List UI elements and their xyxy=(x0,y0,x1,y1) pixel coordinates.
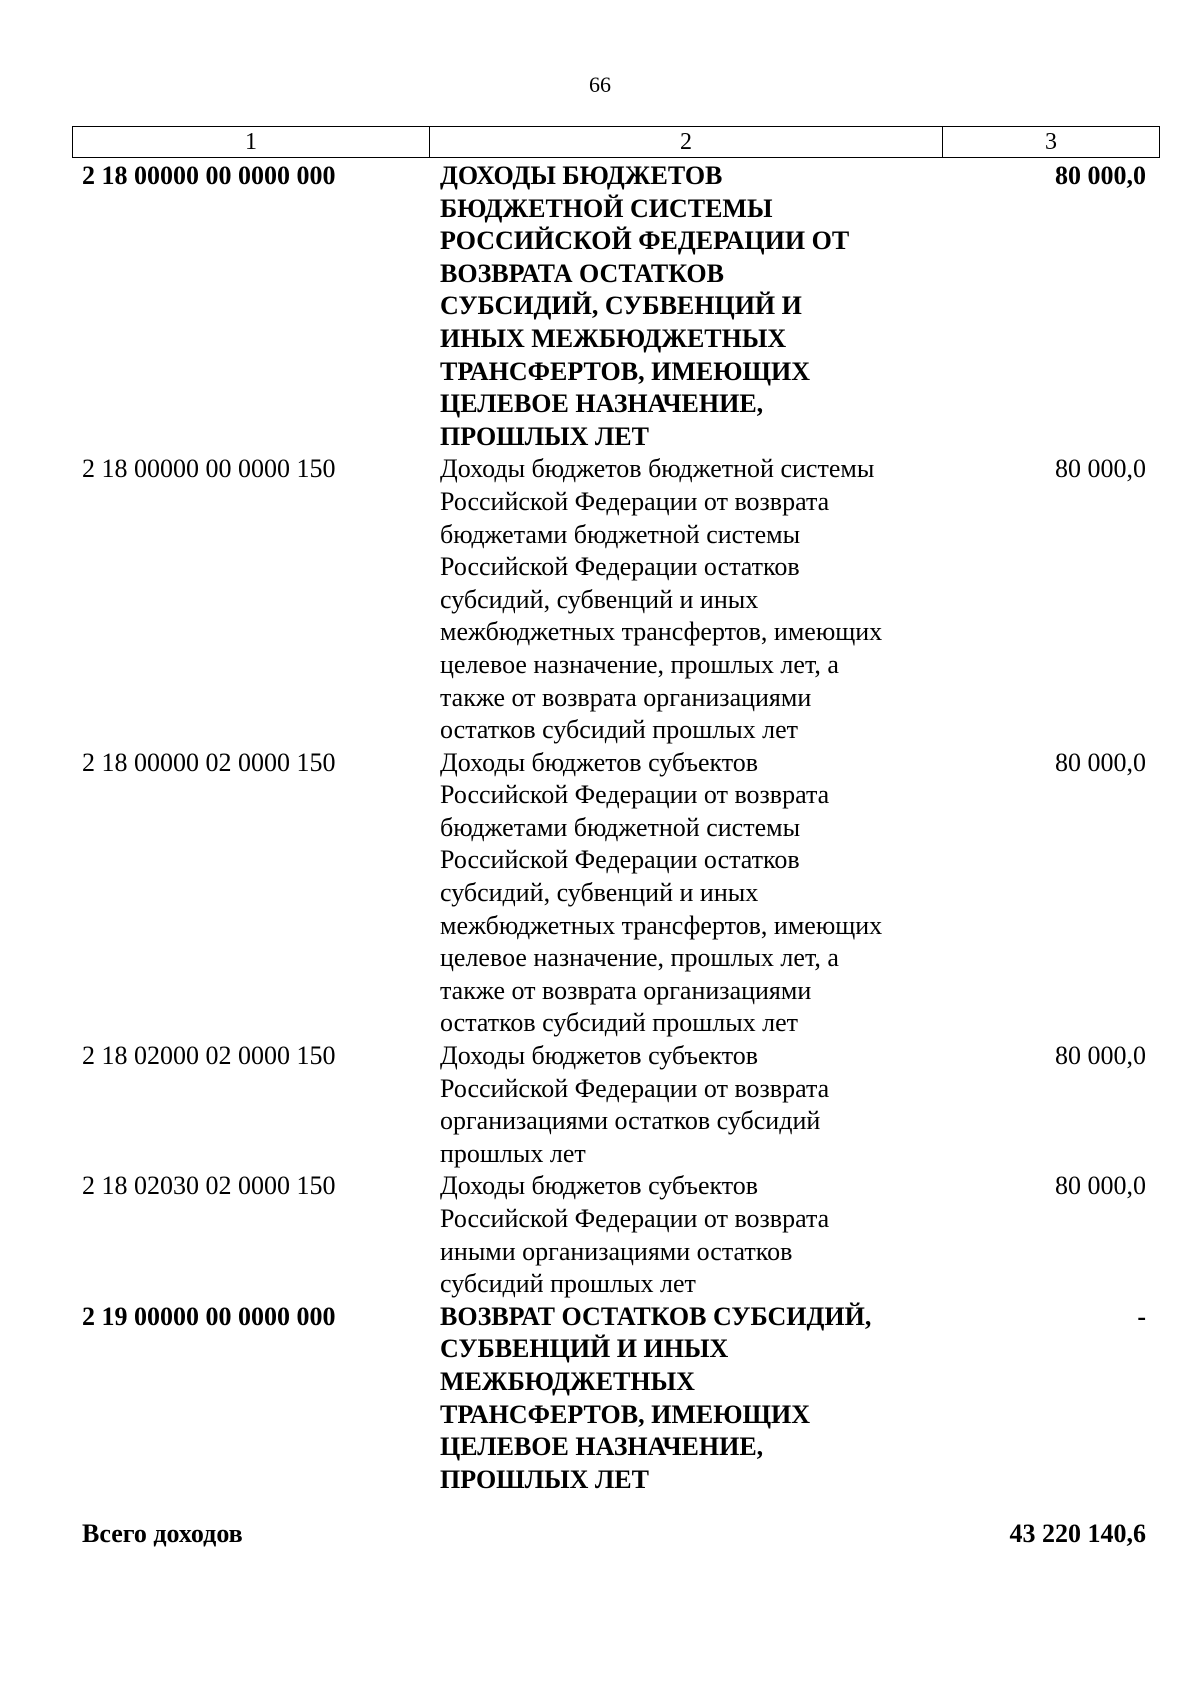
row-name-line: субсидий, субвенций и иных xyxy=(440,584,759,614)
header-col-name: 2 xyxy=(430,127,943,158)
row-name-line: целевое назначение, прошлых лет, а xyxy=(440,943,839,973)
table-row xyxy=(72,453,1156,746)
row-name-line: целевое назначение, прошлых лет, а xyxy=(440,649,839,679)
row-name-line: бюджетами бюджетной системы xyxy=(440,812,801,842)
row-name-line: ТРАНСФЕРТОВ, ИМЕЮЩИХ xyxy=(440,1399,811,1429)
row-sum: 80 000,0 xyxy=(1055,161,1146,190)
row-name-line: Российской Федерации от возврата xyxy=(440,780,830,810)
row-name-line: РОССИЙСКОЙ ФЕДЕРАЦИИ ОТ xyxy=(440,226,850,256)
row-name-line: также от возврата организациями xyxy=(440,975,812,1005)
row-name-line: Российской Федерации остатков xyxy=(440,552,800,582)
table-row xyxy=(72,160,1156,453)
table-row xyxy=(72,1040,1156,1170)
row-name-line: Доходы бюджетов субъектов xyxy=(440,1171,759,1201)
header-col-sum: 3 xyxy=(943,127,1160,158)
row-name-line: субсидий, субвенций и иных xyxy=(440,878,759,908)
row-name-line: ДОХОДЫ БЮДЖЕТОВ xyxy=(440,161,723,190)
table-row xyxy=(72,1301,1156,1497)
row-code: 2 18 00000 02 0000 150 xyxy=(82,747,336,777)
row-name-line: ЦЕЛЕВОЕ НАЗНАЧЕНИЕ, xyxy=(440,1432,764,1462)
total-value: 43 220 140,6 xyxy=(1009,1519,1146,1548)
row-name-line: иными организациями остатков xyxy=(440,1236,793,1266)
row-name-line: ПРОШЛЫХ ЛЕТ xyxy=(440,1464,649,1494)
row-sum: 80 000,0 xyxy=(1055,1041,1146,1071)
header-col-code: 1 xyxy=(73,127,430,158)
row-name-line: СУБСИДИЙ, СУБВЕНЦИЙ И xyxy=(440,291,802,321)
row-name-line: организациями остатков субсидий xyxy=(440,1106,821,1136)
table-body xyxy=(72,160,1156,1496)
row-name-line: остатков субсидий прошлых лет xyxy=(440,1008,799,1038)
row-name-line: ВОЗВРАТА ОСТАТКОВ xyxy=(440,258,724,288)
row-name-line: межбюджетных трансфертов, имеющих xyxy=(440,617,883,647)
row-name-line: бюджетами бюджетной системы xyxy=(440,519,801,549)
row-name xyxy=(428,1301,940,1497)
row-name-line: ИНЫХ МЕЖБЮДЖЕТНЫХ xyxy=(440,323,787,353)
page-number: 66 xyxy=(589,72,611,97)
row-name-line: субсидий прошлых лет xyxy=(440,1269,696,1299)
row-code: 2 18 00000 00 0000 150 xyxy=(82,454,336,484)
row-name-line: Российской Федерации от возврата xyxy=(440,1073,830,1103)
row-sum: 80 000,0 xyxy=(1055,454,1146,484)
row-name-line: ТРАНСФЕРТОВ, ИМЕЮЩИХ xyxy=(440,356,811,386)
row-name-line: БЮДЖЕТНОЙ СИСТЕМЫ xyxy=(440,193,773,223)
row-name xyxy=(428,160,940,453)
row-code: 2 19 00000 00 0000 000 xyxy=(82,1301,336,1331)
row-name-line: ВОЗВРАТ ОСТАТКОВ СУБСИДИЙ, xyxy=(440,1301,872,1331)
table-header xyxy=(72,126,1160,158)
row-sum: 80 000,0 xyxy=(1055,1171,1146,1201)
row-name-line: ПРОШЛЫХ ЛЕТ xyxy=(440,421,649,451)
table-row xyxy=(72,1170,1156,1300)
row-name xyxy=(428,747,940,1040)
row-name xyxy=(428,1040,940,1170)
row-name-line: СУБВЕНЦИЙ И ИНЫХ xyxy=(440,1334,729,1364)
row-name-line: прошлых лет xyxy=(440,1138,586,1168)
table-row xyxy=(72,747,1156,1040)
row-name-line: Доходы бюджетов бюджетной системы xyxy=(440,454,875,484)
row-code: 2 18 02000 02 0000 150 xyxy=(82,1041,336,1071)
row-code: 2 18 02030 02 0000 150 xyxy=(82,1171,336,1201)
row-name-line: Российской Федерации от возврата xyxy=(440,486,830,516)
row-name-line: межбюджетных трансфертов, имеющих xyxy=(440,910,883,940)
row-name xyxy=(428,453,940,746)
row-sum: - xyxy=(1137,1301,1146,1331)
row-name-line: Доходы бюджетов субъектов xyxy=(440,1041,759,1071)
row-name-line: Российской Федерации от возврата xyxy=(440,1204,830,1233)
row-name-line: ЦЕЛЕВОЕ НАЗНАЧЕНИЕ, xyxy=(440,389,764,419)
row-name-line: Доходы бюджетов субъектов xyxy=(440,747,759,777)
row-name-line: МЕЖБЮДЖЕТНЫХ xyxy=(440,1366,695,1396)
row-name xyxy=(428,1170,940,1300)
row-code: 2 18 00000 00 0000 000 xyxy=(82,161,336,190)
row-name-line: остатков субсидий прошлых лет xyxy=(440,715,799,745)
total-row xyxy=(72,1518,1156,1550)
row-name-line: Российской Федерации остатков xyxy=(440,845,800,875)
total-label: Всего доходов xyxy=(82,1519,243,1548)
header-row xyxy=(73,127,1160,158)
row-sum: 80 000,0 xyxy=(1055,747,1146,777)
row-name-line: также от возврата организациями xyxy=(440,682,812,712)
